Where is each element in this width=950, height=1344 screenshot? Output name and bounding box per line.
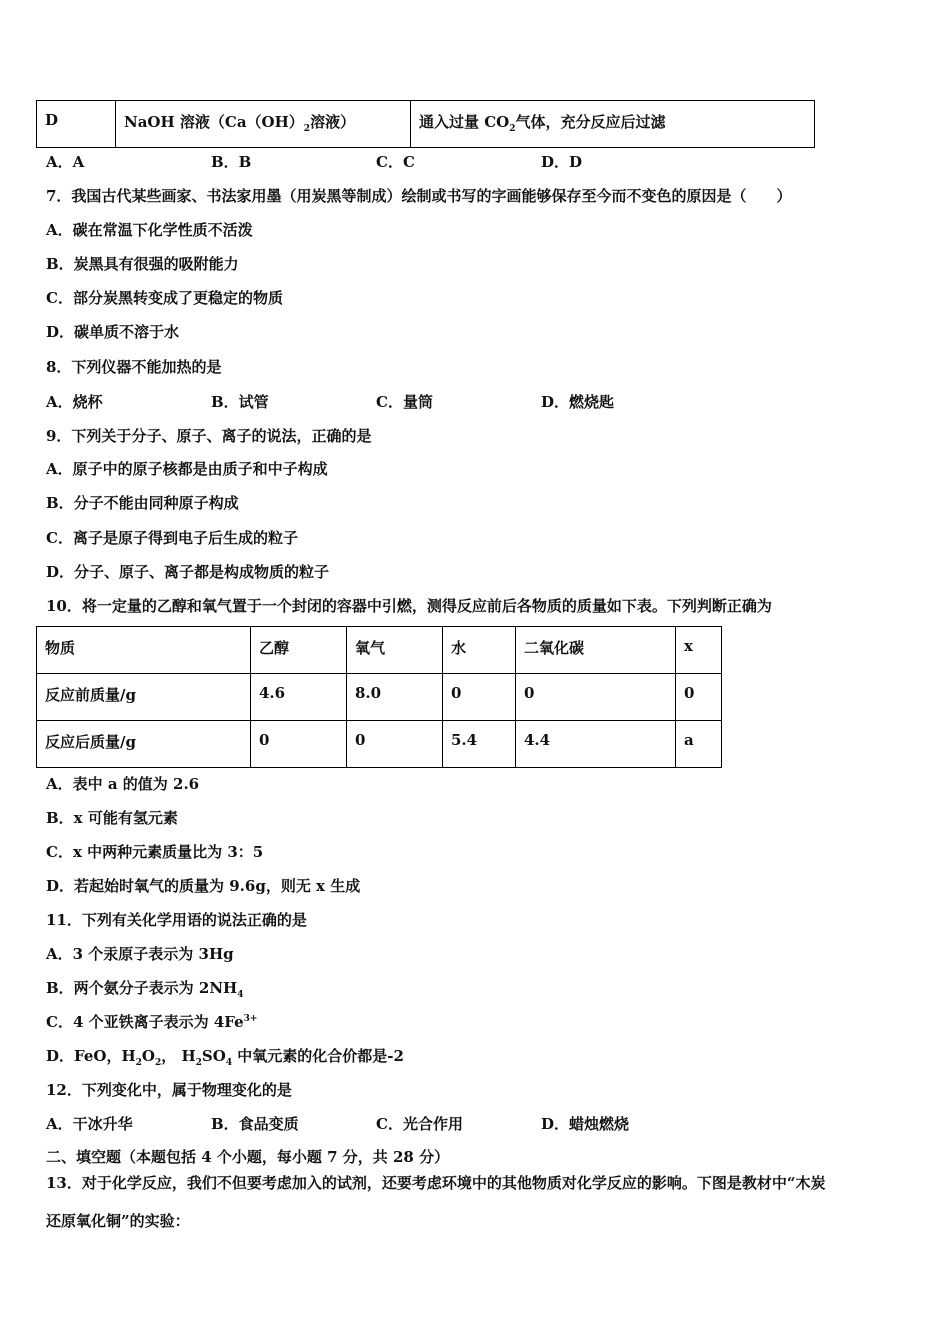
q10-option-b: B．x 可能有氢元素 bbox=[46, 809, 178, 827]
table-header-cell: 二氧化碳 bbox=[516, 627, 676, 674]
q12-option-d: D．蜡烛燃烧 bbox=[541, 1115, 630, 1133]
q9-option-b: B．分子不能由同种原子构成 bbox=[46, 494, 239, 512]
table-header-cell: 物质 bbox=[37, 627, 251, 674]
table-header-cell: 乙醇 bbox=[251, 627, 347, 674]
table-cell: 8.0 bbox=[347, 674, 443, 721]
q7-option-c: C．部分炭黑转变成了更稳定的物质 bbox=[46, 289, 283, 307]
q11-option-b: B．两个氨分子表示为 $2NH_4$ bbox=[46, 979, 244, 1000]
top-table-cell-reagent: NaOH 溶液（$Ca(OH)_2$溶液） bbox=[116, 101, 411, 148]
table-cell: 0 bbox=[443, 674, 516, 721]
q8-option-a: A．烧杯 bbox=[46, 393, 103, 411]
q6-option-c: C．C bbox=[376, 153, 415, 171]
q11-stem: 11．下列有关化学用语的说法正确的是 bbox=[46, 911, 307, 929]
top-table bbox=[36, 100, 815, 148]
table-cell: 4.4 bbox=[516, 721, 676, 768]
q6-option-b: B．B bbox=[211, 153, 252, 171]
table-cell: 0 bbox=[347, 721, 443, 768]
q11-option-c: C．4 个亚铁离子表示为 $4Fe^{3+}$ bbox=[46, 1013, 258, 1031]
table-header-row bbox=[37, 627, 722, 674]
table-header-cell: 水 bbox=[443, 627, 516, 674]
q10-mass-table bbox=[36, 626, 722, 768]
top-table-cell-method: 通入过量 $CO_2$气体，充分反应后过滤 bbox=[411, 101, 815, 148]
q7-stem: 7．我国古代某些画家、书法家用墨（用炭黑等制成）绘制或书写的字画能够保存至今而不变色的原因是（ ） bbox=[46, 187, 792, 205]
q9-option-c: C．离子是原子得到电子后生成的粒子 bbox=[46, 529, 298, 547]
q13-line-1: 13．对于化学反应，我们不但要考虑加入的试剂，还要考虑环境中的其他物质对化学反应的影响。下图是教材中“木炭 bbox=[46, 1174, 826, 1192]
q9-option-d: D．分子、原子、离子都是构成物质的粒子 bbox=[46, 563, 330, 581]
q10-stem: 10．将一定量的乙醇和氧气置于一个封闭的容器中引燃，测得反应前后各物质的质量如下表。下列判断正确为 bbox=[46, 597, 772, 615]
table-cell: a bbox=[676, 721, 722, 768]
q7-option-a: A．碳在常温下化学性质不活泼 bbox=[46, 221, 253, 239]
table-row bbox=[37, 674, 722, 721]
q10-option-a: A．表中 a 的值为 2.6 bbox=[46, 775, 200, 793]
q8-option-d: D．燃烧匙 bbox=[541, 393, 615, 411]
table-cell: 0 bbox=[676, 674, 722, 721]
q12-stem: 12．下列变化中，属于物理变化的是 bbox=[46, 1081, 292, 1099]
q12-option-a: A．干冰升华 bbox=[46, 1115, 133, 1133]
table-header-cell: x bbox=[676, 627, 722, 674]
q8-option-c: C．量筒 bbox=[376, 393, 433, 411]
q12-option-b: B．食品变质 bbox=[211, 1115, 299, 1133]
table-cell: 反应前质量/g bbox=[37, 674, 251, 721]
q8-stem: 8．下列仪器不能加热的是 bbox=[46, 358, 222, 376]
q9-option-a: A．原子中的原子核都是由质子和中子构成 bbox=[46, 460, 328, 478]
q10-option-c: C．x 中两种元素质量比为 3：5 bbox=[46, 843, 264, 861]
q8-option-b: B．试管 bbox=[211, 393, 269, 411]
q6-option-d: D．D bbox=[541, 153, 583, 171]
q7-option-d: D．碳单质不溶于水 bbox=[46, 323, 180, 341]
q10-option-d: D．若起始时氧气的质量为 9.6g，则无 x 生成 bbox=[46, 877, 361, 895]
table-cell: 0 bbox=[516, 674, 676, 721]
q13-line-2: 还原氧化铜”的实验： bbox=[46, 1212, 190, 1230]
q7-option-b: B．炭黑具有很强的吸附能力 bbox=[46, 255, 239, 273]
table-cell: 反应后质量/g bbox=[37, 721, 251, 768]
top-table-cell-d: D bbox=[37, 101, 116, 148]
q12-option-c: C．光合作用 bbox=[376, 1115, 463, 1133]
q9-stem: 9．下列关于分子、原子、离子的说法，正确的是 bbox=[46, 427, 372, 445]
table-cell: 0 bbox=[251, 721, 347, 768]
section-heading: 二、填空题（本题包括 4 个小题，每小题 7 分，共 28 分） bbox=[46, 1148, 450, 1166]
q6-option-a: A．A bbox=[46, 153, 85, 171]
table-cell: 4.6 bbox=[251, 674, 347, 721]
table-header-cell: 氧气 bbox=[347, 627, 443, 674]
table-cell: 5.4 bbox=[443, 721, 516, 768]
table-row bbox=[37, 721, 722, 768]
q11-option-a: A．3 个汞原子表示为 3Hg bbox=[46, 945, 234, 963]
q11-option-d: D．FeO，$H_2O_2$， $H_2SO_4$ 中氧元素的化合价都是-2 bbox=[46, 1047, 404, 1068]
